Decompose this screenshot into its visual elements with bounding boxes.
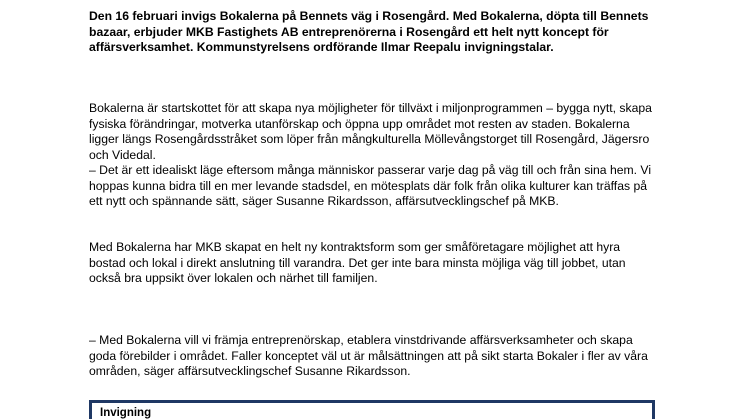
body-paragraph-3: Med Bokalerna har MKB skapat en helt ny kontraktsform som ger småföretagare möjlighet att hyra bostad och lokal i direkt anslutning till varandra. Det ger inte bara minsta möjliga väg till jobbet, utan också bra uppsikt över lokalen och närhet till familjen. <box>89 240 626 285</box>
info-box-title: Invigning <box>100 407 152 419</box>
body-paragraph-2: – Det är ett idealiskt läge eftersom många människor passerar varje dag på väg till och från sina hem. Vi hoppas kunna bidra till en mer levande stadsdel, en mötesplats där folk från olika kulturer kan träffas på ett nytt och spännande sätt, säger Susanne Rikardsson, affärsutvecklingschef på MKB. <box>89 163 652 208</box>
info-box <box>89 400 655 419</box>
body-paragraph-4: – Med Bokalerna vill vi främja entreprenörskap, etablera vinstdrivande affärsverksamheter och skapa goda förebilder i området. Faller konceptet väl ut är målsättningen att på sikt starta Bokaler i fler av våra områden, säger affärsutvecklingschef Susanne Rikardsson. <box>89 333 648 378</box>
body-paragraph-1: Bokalerna är startskottet för att skapa nya möjligheter för tillväxt i miljonprogrammen – bygga nytt, skapa fysiska förändringar, motverka utanförskap och öppna upp området mot resten av staden. Bokalerna ligger längs Rosengårdsstråket som löper från mångkulturella Möllevångstorget till Rosengård, Jägersro och Videdal. <box>89 101 652 162</box>
lead-paragraph: Den 16 februari invigs Bokalerna på Bennets väg i Rosengård. Med Bokalerna, döpta till Bennets bazaar, erbjuder MKB Fastighets AB entreprenörerna i Rosengård ett helt nytt koncept för affärsverksamhet. Kommunstyrelsens ordförande Ilmar Reepalu invigningstalar. <box>89 9 649 54</box>
